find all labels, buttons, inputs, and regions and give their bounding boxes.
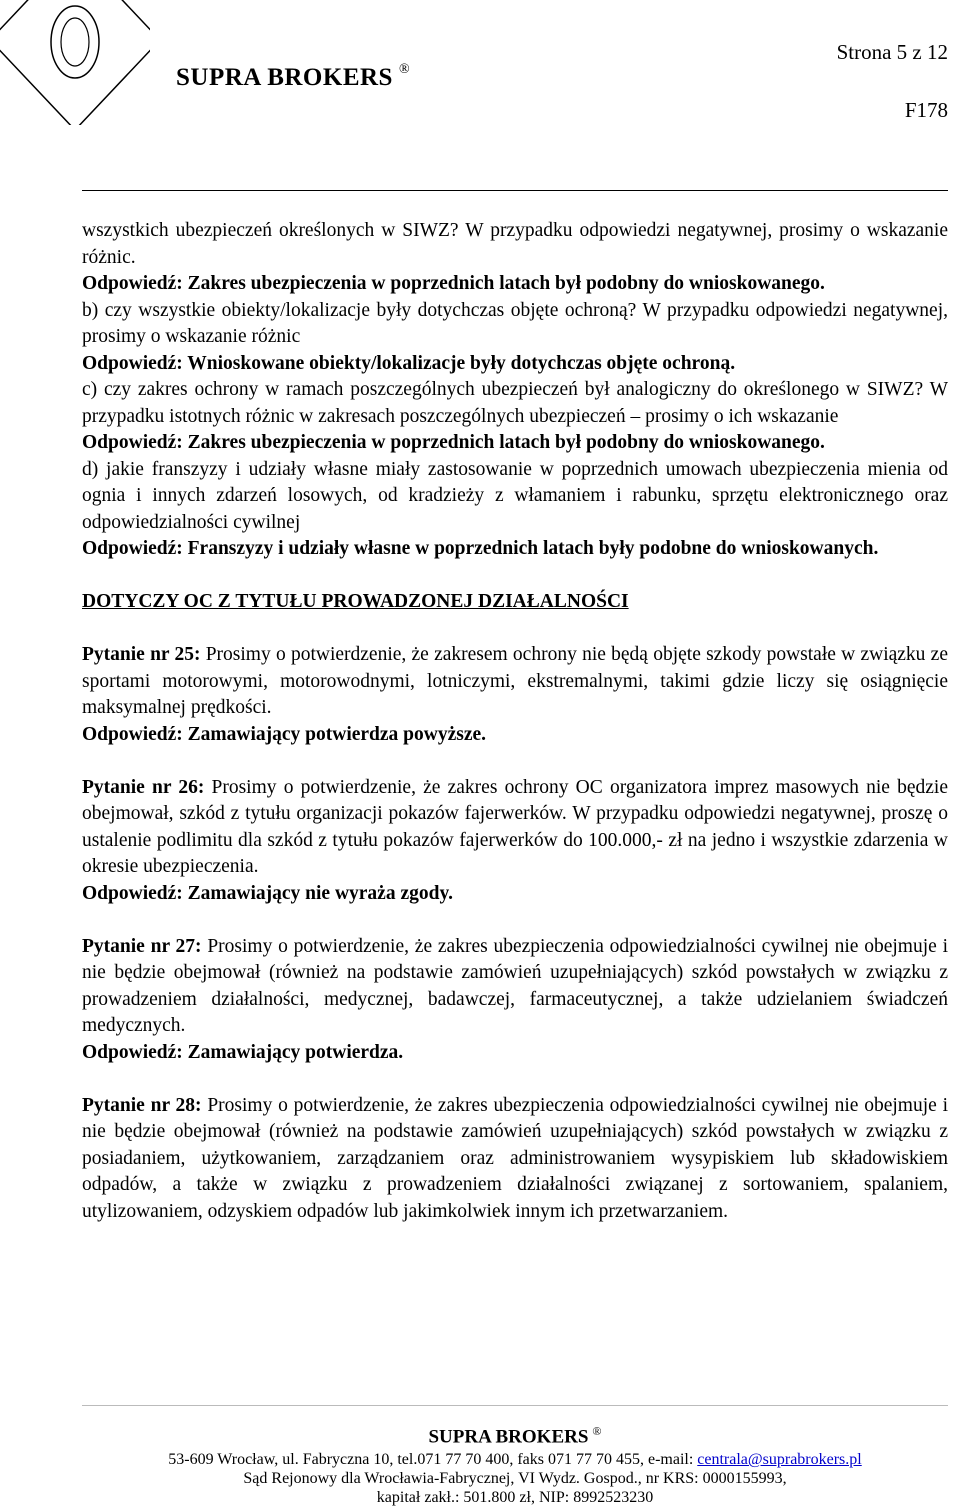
supra-brokers-logo	[0, 0, 150, 125]
paragraph: wszystkich ubezpieczeń określonych w SIWZ? W przypadku odpowiedzi negatywnej, prosimy o wskazanie różnic.	[82, 220, 948, 268]
page-number: Strona 5 z 12	[836, 40, 948, 64]
answer-paragraph: Odpowiedź: Zamawiający potwierdza.	[82, 1041, 404, 1063]
answer-paragraph: Odpowiedź: Zamawiający nie wyraża zgody.	[82, 882, 454, 904]
footer-address: 53-609 Wrocław, ul. Fabryczna 10, tel.071 77 70 400, faks 071 77 70 455, e-mail: centrala@suprabrokers.pl	[168, 1451, 862, 1469]
question-paragraph	[82, 934, 948, 1040]
question-text: Prosimy o potwierdzenie, że zakresem ochrony nie będą objęte szkody powstałe w związku ze sportami motorowymi, motorowodnymi, lotniczymi, ekstremalnymi, takimi gdzie liczy się osiągnięcie maksymalnej prędkości.	[82, 644, 948, 718]
document-body	[82, 218, 948, 1225]
question-text: Prosimy o potwierdzenie, że zakres ochrony OC organizatora imprez masowych nie będzie obejmował, szkód z tytułu organizacji pokazów fajerwerków. W przypadku odpowiedzi negatywnej, proszę o ustalenie podlimitu dla szkód z tytułu pokazów fajerwerków do 100.000,- zł na jedno i wszystkie zdarzenia w okresie ubezpieczenia.	[82, 776, 948, 877]
question-paragraph	[82, 1093, 948, 1226]
header-brand: SUPRA BROKERS ®	[176, 62, 411, 91]
footer-email-link[interactable]: centrala@suprabrokers.pl	[697, 1451, 862, 1469]
paragraph: b) czy wszystkie obiekty/lokalizacje były dotychczas objęte ochroną? W przypadku odpowiedzi negatywnej, prosimy o wskazanie różnic	[82, 299, 948, 347]
answer-paragraph: Odpowiedź: Zakres ubezpieczenia w poprzednich latach był podobny do wnioskowanego.	[82, 273, 825, 294]
answer-paragraph: Odpowiedź: Wnioskowane obiekty/lokalizacje były dotychczas objęte ochroną.	[82, 352, 736, 374]
header-divider	[82, 190, 948, 191]
question-label: Pytanie nr 25:	[82, 644, 201, 665]
page-footer	[82, 1422, 948, 1507]
paragraph: d) jakie franszyzy i udziały własne miały zastosowanie w poprzednich umowach ubezpieczenia mienia od ognia i innych zdarzeń losowych, od kradzieży z włamaniem i rabunku, sprzętu elektronicznego oraz odpowiedzialności cywilnej	[82, 458, 948, 533]
question-label: Pytanie nr 28:	[82, 1094, 202, 1116]
footer-capital-info: kapitał zakł.: 501.800 zł, NIP: 8992523230	[376, 1489, 654, 1507]
question-text: Prosimy o potwierdzenie, że zakres ubezpieczenia odpowiedzialności cywilnej nie obejmuje i nie będzie obejmował (również na podstawie zamówień uzupełniających) szkód powstałych w związku z prowadzeniem działalności, medycznej, badawczej, farmaceutycznej, a także udzielaniem świadczeń medycznych.	[82, 935, 948, 1036]
answer-paragraph: Odpowiedź: Franszyzy i udziały własne w poprzednich latach były podobne do wnioskowanych.	[82, 538, 879, 559]
footer-divider	[82, 1405, 948, 1406]
question-paragraph	[82, 775, 948, 881]
footer-brand: SUPRA BROKERS ®	[428, 1424, 602, 1448]
answer-paragraph: Odpowiedź: Zamawiający potwierdza powyższe.	[82, 723, 487, 745]
footer-court-info: Sąd Rejonowy dla Wrocławia-Fabrycznej, VI Wydz. Gospod., nr KRS: 0000155993,	[243, 1470, 787, 1488]
paragraph: c) czy zakres ochrony w ramach poszczególnych ubezpieczeń był analogiczny do określonego w SIWZ? W przypadku istotnych różnic w zakresach poszczególnych ubezpieczeń – prosimy o ich wskazanie	[82, 379, 948, 427]
section-heading: DOTYCZY OC Z TYTUŁU PROWADZONEJ DZIAŁALNOŚCI	[82, 591, 629, 612]
answer-paragraph: Odpowiedź: Zakres ubezpieczenia w poprzednich latach był podobny do wnioskowanego.	[82, 432, 825, 453]
question-paragraph	[82, 642, 948, 722]
document-id: F178	[904, 98, 948, 122]
question-label: Pytanie nr 26:	[82, 776, 205, 798]
question-text: Prosimy o potwierdzenie, że zakres ubezpieczenia odpowiedzialności cywilnej nie obejmuje i nie będzie obejmował (również na podstawie zamówień uzupełniających) szkód powstałych w związku z posiadaniem, użytkowaniem, zarządzaniem oraz administrowaniem wysypiskiem lub składowiskiem odpadów, a także w związku z prowadzeniem działalności związanej z sortowaniem, spalaniem, utylizowaniem, odzyskiem odpadów lub jakimkolwiek innym ich przetwarzaniem.	[82, 1094, 948, 1222]
question-label: Pytanie nr 27:	[82, 935, 202, 957]
